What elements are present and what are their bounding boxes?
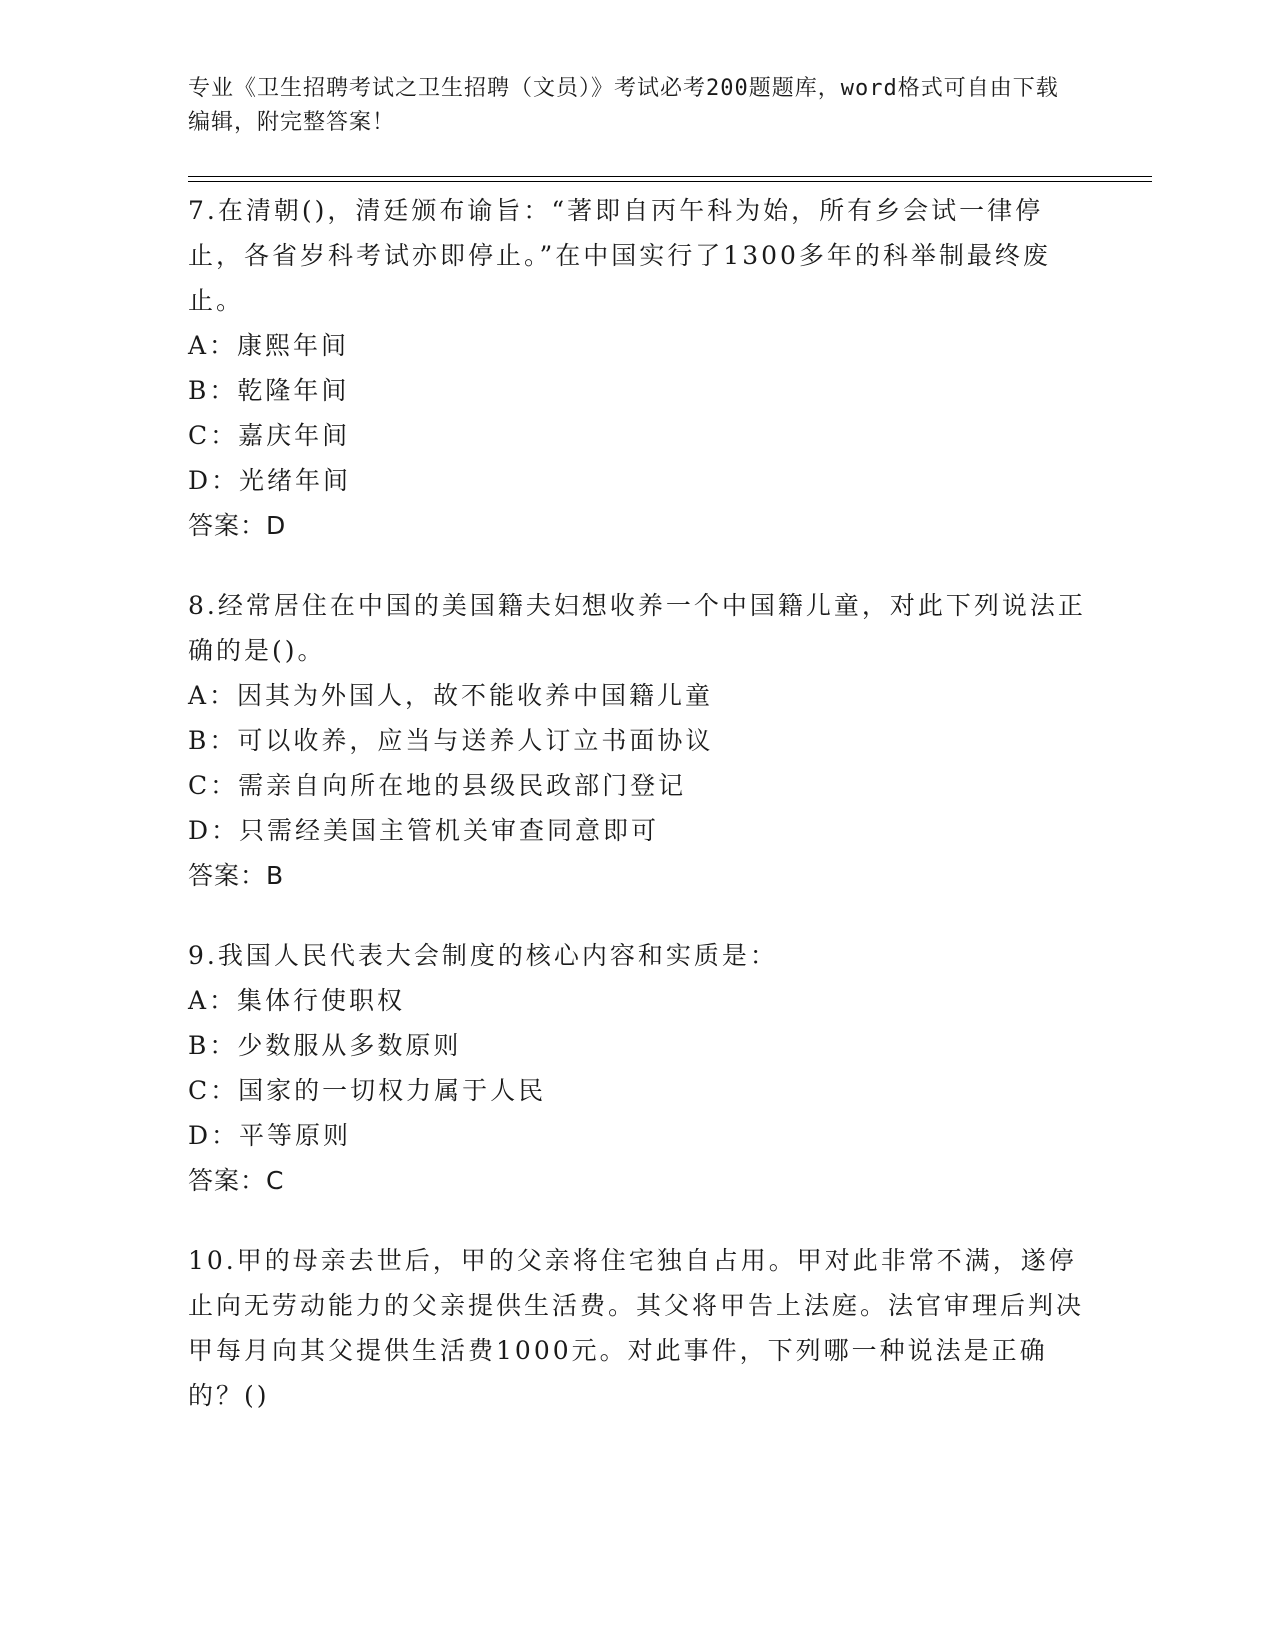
option-a: A：因其为外国人，故不能收养中国籍儿童 xyxy=(188,681,714,710)
answer-label: 答案：B xyxy=(188,861,285,890)
question-7 xyxy=(188,188,1088,548)
option-c: C：国家的一切权力属于人民 xyxy=(188,1076,547,1105)
question-8 xyxy=(188,583,1088,898)
answer-label: 答案：D xyxy=(188,511,287,540)
option-d: D：只需经美国主管机关审查同意即可 xyxy=(188,816,660,845)
question-text: 10.甲的母亲去世后，甲的父亲将住宅独自占用。甲对此非常不满，遂停止向无劳动能力的父亲提供生活费。其父将甲告上法庭。法官审理后判决甲每月向其父提供生活费1000元。对此事件，下列哪一种说法是正确的？() xyxy=(188,1246,1085,1410)
document-header: 专业《卫生招聘考试之卫生招聘（文员）》考试必考200题题库，word格式可自由下载编辑，附完整答案！ xyxy=(188,76,1059,135)
option-b: B：乾隆年间 xyxy=(188,376,350,405)
answer-label: 答案：C xyxy=(188,1166,285,1195)
option-b: B：可以收养，应当与送养人订立书面协议 xyxy=(188,726,714,755)
option-d: D：光绪年间 xyxy=(188,466,352,495)
question-text: 8.经常居住在中国的美国籍夫妇想收养一个中国籍儿童，对此下列说法正确的是()。 xyxy=(188,591,1086,665)
option-b: B：少数服从多数原则 xyxy=(188,1031,462,1060)
question-9 xyxy=(188,933,1088,1203)
question-text: 9.我国人民代表大会制度的核心内容和实质是： xyxy=(188,941,778,970)
question-text: 7.在清朝()，清廷颁布谕旨：“著即自丙午科为始，所有乡会试一律停止，各省岁科考试亦即停止。”在中国实行了1300多年的科举制最终废止。 xyxy=(188,196,1051,315)
questions-container xyxy=(188,188,1088,1453)
option-d: D：平等原则 xyxy=(188,1121,352,1150)
header-divider-top xyxy=(188,176,1152,177)
question-10 xyxy=(188,1238,1088,1418)
header-divider-bottom xyxy=(188,181,1152,182)
option-c: C：需亲自向所在地的县级民政部门登记 xyxy=(188,771,687,800)
option-a: A：康熙年间 xyxy=(188,331,350,360)
option-a: A：集体行使职权 xyxy=(188,986,406,1015)
option-c: C：嘉庆年间 xyxy=(188,421,351,450)
